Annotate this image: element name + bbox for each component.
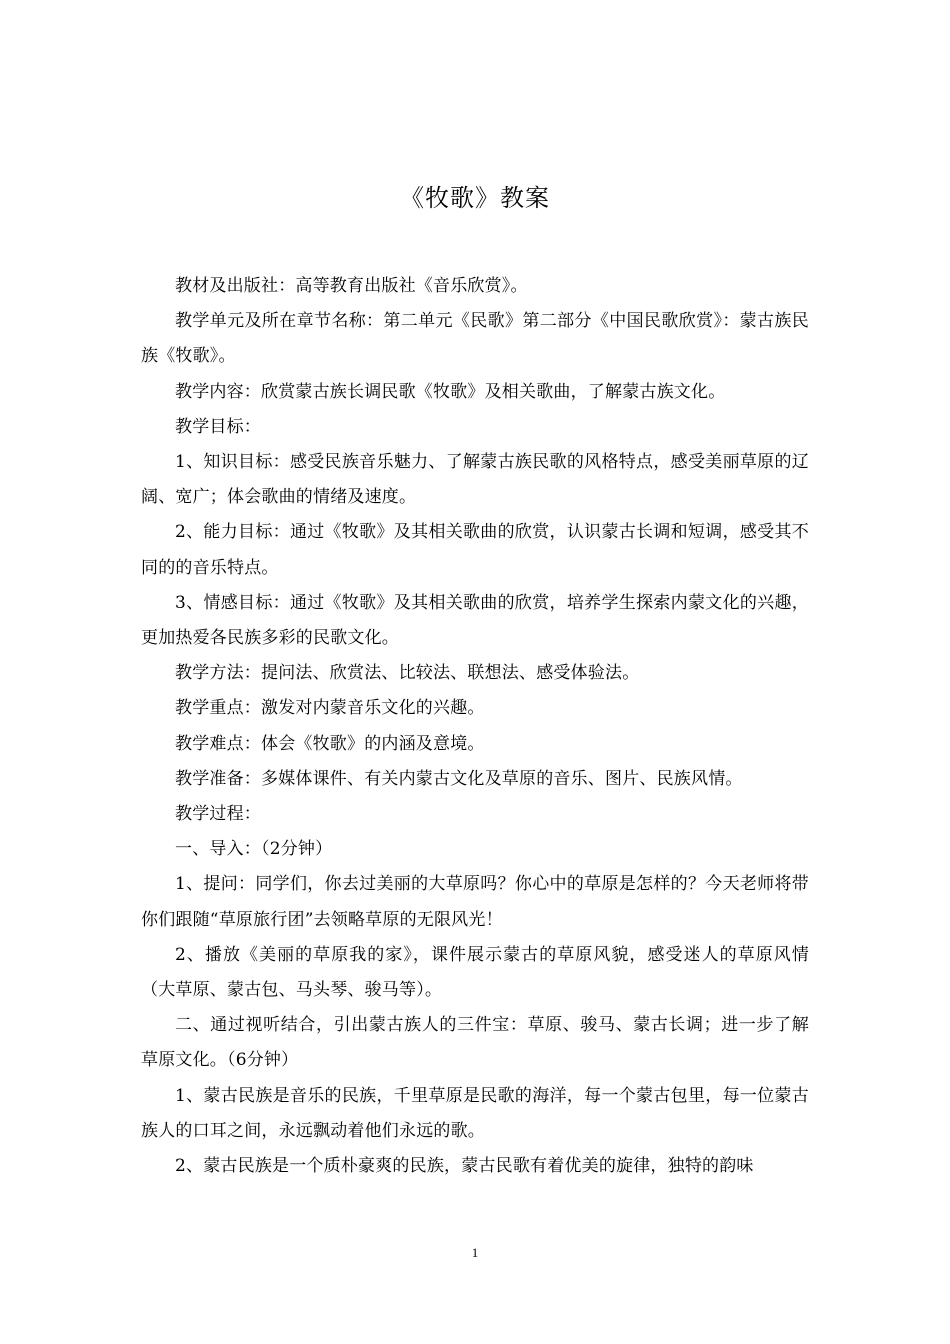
paragraph-unit-chapter: 教学单元及所在章节名称：第二单元《民歌》第二部分《中国民歌欣赏》：蒙古族民族《牧歌》。: [141, 311, 809, 367]
paragraph-difficulties: 教学难点：体会《牧歌》的内涵及意境。: [175, 733, 485, 754]
paragraph-teaching-content: 教学内容：欣赏蒙古族长调民歌《牧歌》及相关歌曲，了解蒙古族文化。: [175, 381, 726, 402]
paragraph-key-points: 教学重点：激发对内蒙音乐文化的兴趣。: [175, 698, 485, 719]
paragraph-preparation: 教学准备：多媒体课件、有关内蒙古文化及草原的音乐、图片、民族风情。: [175, 768, 743, 789]
paragraph-music-nation: 1、蒙古民族是音乐的民族，千里草原是民歌的海洋，每一个蒙古包里，每一位蒙古族人的口耳之间，永远飘动着他们永远的歌。: [141, 1085, 809, 1141]
paragraph-ability-objective: 2、能力目标：通过《牧歌》及其相关歌曲的欣赏，认识蒙古长调和短调，感受其不同的的音乐特点。: [141, 522, 809, 578]
paragraph-emotion-objective: 3、情感目标：通过《牧歌》及其相关歌曲的欣赏，培养学生探索内蒙文化的兴趣，更加热爱各民族多彩的民歌文化。: [141, 592, 809, 649]
document-title: 《牧歌》教案: [400, 184, 550, 212]
paragraph-intro-playback: 2、播放《美丽的草原我的家》，课件展示蒙古的草原风貌，感受迷人的草原风情（大草原、蒙古包、马头琴、骏马等）。: [141, 944, 809, 1001]
paragraph-knowledge-objective: 1、知识目标：感受民族音乐魅力、了解蒙古族民歌的风格特点，感受美丽草原的辽阔、宽广；体会歌曲的情绪及速度。: [141, 452, 809, 508]
paragraph-process-heading: 教学过程：: [175, 804, 261, 825]
document-body: [141, 269, 809, 1184]
paragraph-simple-nation: 2、蒙古民族是一个质朴豪爽的民族，蒙古民歌有着优美的旋律，独特的韵味: [175, 1156, 754, 1177]
page-number: 1: [471, 1245, 479, 1260]
paragraph-section-audiovisual: 二、通过视听结合，引出蒙古族人的三件宝：草原、骏马、蒙古长调；进一步了解草原文化。（6分钟）: [141, 1015, 809, 1071]
paragraph-objectives-heading: 教学目标：: [175, 416, 261, 437]
paragraph-intro-question: 1、提问：同学们，你去过美丽的大草原吗？你心中的草原是怎样的？今天老师将带你们跟随“草原旅行团”去领略草原的无限风光！: [141, 874, 809, 930]
paragraph-teaching-methods: 教学方法：提问法、欣赏法、比较法、联想法、感受体验法。: [175, 663, 640, 684]
paragraph-textbook: 教材及出版社：高等教育出版社《音乐欣赏》。: [175, 276, 528, 296]
paragraph-section-introduction: 一、导入：（2分钟）: [175, 839, 333, 860]
